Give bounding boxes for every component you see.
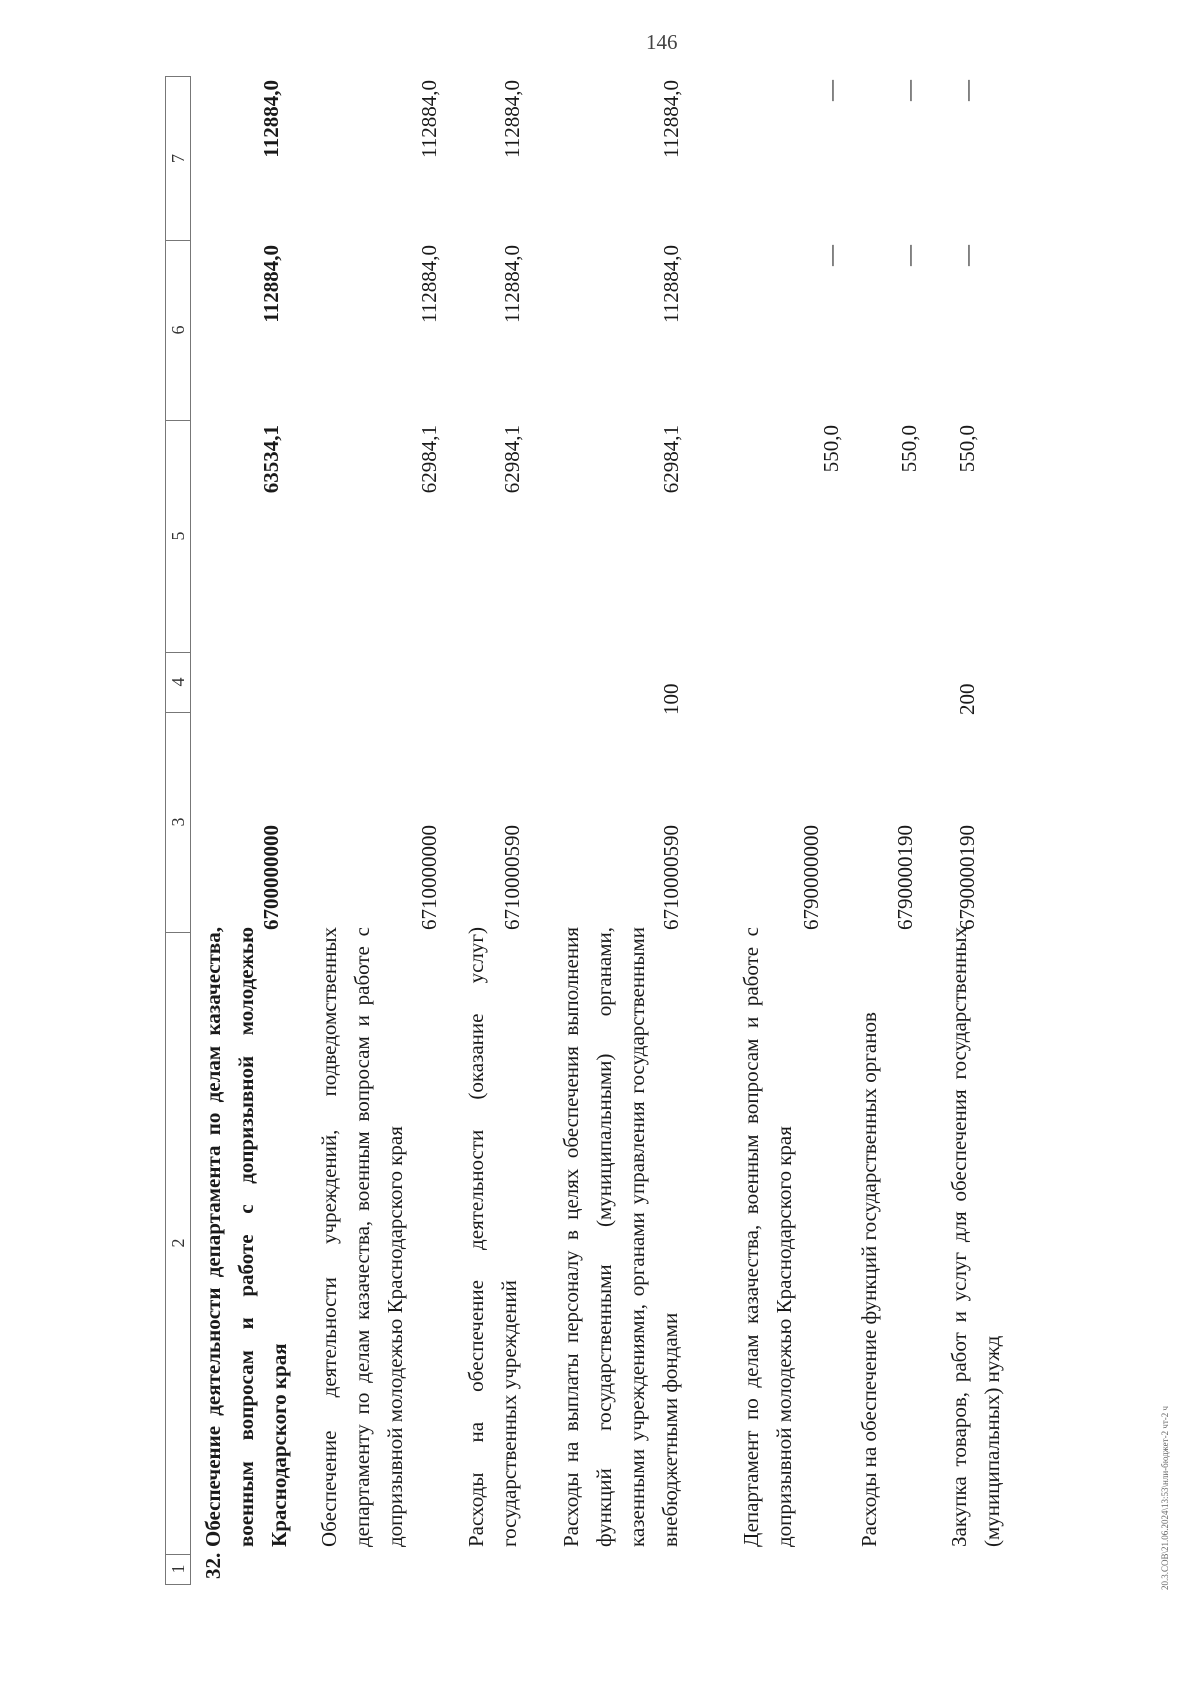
row-value-7: 112884,0 [259,80,283,158]
table-row [195,75,305,1585]
row-value-5: 63534,1 [259,425,283,494]
row-value-7: — [897,80,921,101]
row-code: 6710000000 [417,825,441,930]
row-value-6: 112884,0 [500,245,524,323]
row-description: Департамент по делам казачества, военным вопросам и работе с допризывной молодежью Краснодарского края [739,927,796,1547]
row-code: 6710000590 [659,825,683,930]
row-description: Расходы на обеспечение функций государственных органов [857,1012,881,1547]
table-row [853,75,933,1585]
row-value-5: 550,0 [819,425,843,473]
row-code: 6710000590 [500,825,524,930]
row-value-6: — [897,245,921,266]
row-value-5: 62984,1 [500,425,524,494]
table-header-row [165,75,191,1585]
row-value-7: 112884,0 [417,80,441,158]
table-row [313,75,453,1585]
row-type: 200 [955,683,979,715]
table-row [460,75,540,1585]
table-row [943,75,1023,1585]
footer-document-code: 20.3.СОВ\21.06.2024\13:53\нли-бюджет-2 чт-2 ч [1160,1405,1170,1590]
row-value-7: — [955,80,979,101]
row-code: 6790000190 [955,825,979,930]
header-col-5: 5 [165,420,191,653]
budget-table [165,75,1165,1585]
row-description: Обеспечение деятельности учреждений, подведомственных департаменту по делам казачества, военным вопросам и работе с допризывной молодежью Краснодарского края [317,927,407,1547]
row-value-6: 112884,0 [259,245,283,323]
row-description: Расходы на обеспечение деятельности (оказание услуг) государственных учреждений [464,927,521,1547]
row-description: Расходы на выплаты персоналу в целях обеспечения выполнения функций государственными (муниципальными) органами, казенными учреждениями, органами управления государственными внебюджетными фондами [559,927,682,1547]
row-description: Закупка товаров, работ и услуг для обеспечения государственных (муниципальных) нужд [947,927,1004,1547]
row-code: 6790000190 [893,825,917,930]
row-value-7: 112884,0 [500,80,524,158]
row-value-5: 62984,1 [417,425,441,494]
row-description: Обеспечение деятельности департамента по делам казачества, военным вопросам и работе с допризывной молодежью Краснодарского края [201,927,291,1547]
row-value-6: — [819,245,843,266]
row-value-5: 550,0 [955,425,979,473]
table-row [555,75,725,1585]
header-col-1: 1 [165,1554,191,1585]
row-value-7: 112884,0 [659,80,683,158]
row-value-6: 112884,0 [417,245,441,323]
row-value-6: — [955,245,979,266]
row-code: 6790000000 [799,825,823,930]
header-col-4: 4 [165,652,191,713]
row-value-5: 62984,1 [659,425,683,494]
header-col-7: 7 [165,76,191,241]
header-col-2: 2 [165,932,191,1555]
row-value-7: — [819,80,843,101]
row-value-5: 550,0 [897,425,921,473]
row-type: 100 [659,683,683,715]
row-value-6: 112884,0 [659,245,683,323]
header-col-3: 3 [165,712,191,933]
header-col-6: 6 [165,240,191,421]
row-number: 32. [201,1552,225,1579]
page-number: 146 [646,30,678,54]
row-code: 6700000000 [259,825,283,930]
table-row [735,75,845,1585]
